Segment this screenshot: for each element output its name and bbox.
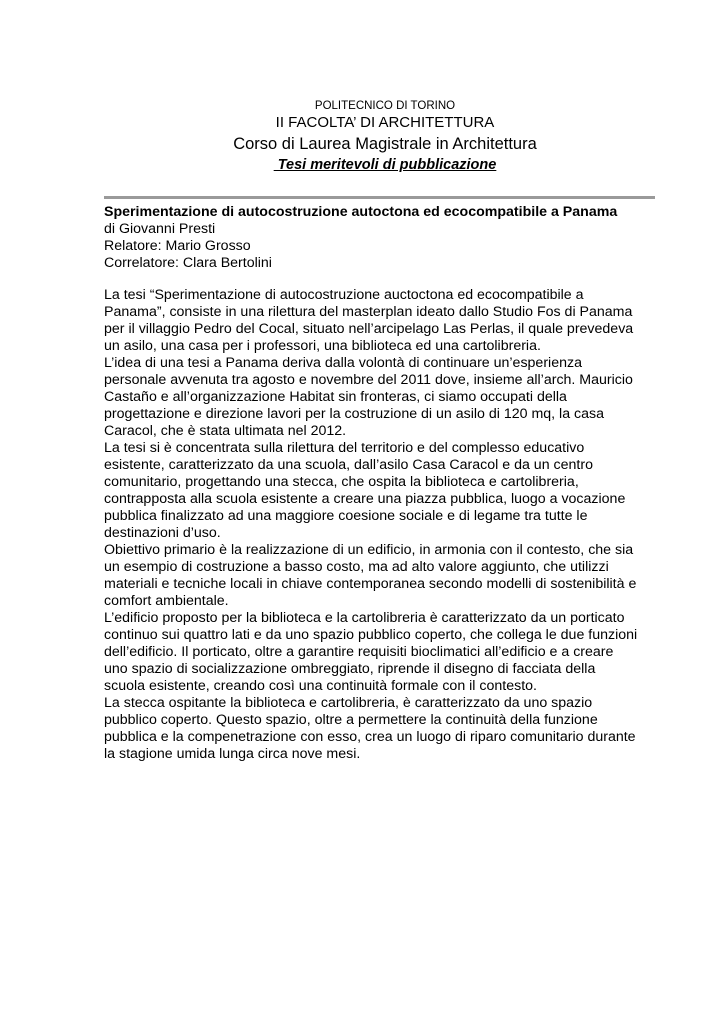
abstract-line: per il villaggio Pedro del Cocal, situato nell’arcipelago Las Perlas, il quale prevedeva xyxy=(104,321,634,337)
abstract-line: Obiettivo primario è la realizzazione di un edificio, in armonia con il contesto, che sia xyxy=(104,542,634,558)
abstract-line: la stagione umida lunga circa nove mesi. xyxy=(104,746,361,762)
abstract-line: uno spazio di socializzazione ombreggiato, riprende il disegno di facciata della xyxy=(104,661,596,677)
abstract-line: pubblico coperto. Questo spazio, oltre a permettere la continuità della funzione xyxy=(104,712,598,728)
abstract-line: progettazione e direzione lavori per la costruzione di un asilo di 120 mq, la casa xyxy=(104,406,605,422)
abstract-line: pubblica finalizzato ad una maggiore coesione sociale e di legame tra tutte le xyxy=(104,508,588,524)
series-title: Tesi meritevoli di pubblicazione xyxy=(273,157,497,173)
thesis-advisor: Relatore: Mario Grosso xyxy=(104,238,251,254)
abstract-line: comunitario, progettando una stecca, che ospita la biblioteca e cartolibreria, xyxy=(104,474,579,490)
abstract-line: personale avvenuta tra agosto e novembre del 2011 dove, insieme all’arch. Mauricio xyxy=(104,372,633,388)
abstract-line: L’idea di una tesi a Panama deriva dalla volontà di continuare un’esperienza xyxy=(104,355,582,371)
abstract-line: La tesi si è concentrata sulla rilettura del territorio e del complesso educativo xyxy=(104,440,585,456)
institution-name: POLITECNICO DI TORINO xyxy=(314,100,456,112)
abstract-line: La stecca ospitante la biblioteca e cartolibreria, è caratterizzato da uno spazio xyxy=(104,695,593,711)
thesis-author: di Giovanni Presti xyxy=(104,221,216,237)
abstract-line: contrapposta alla scuola esistente a creare una piazza pubblica, luogo a vocazione xyxy=(104,491,626,507)
abstract-line: L’edificio proposto per la biblioteca e la cartolibreria è caratterizzato da un porticato xyxy=(104,610,625,626)
abstract-line: continuo sui quattro lati e da uno spazio pubblico coperto, che collega le due funzioni xyxy=(104,627,638,643)
abstract-line: Castaño e all’organizzazione Habitat sin fronteras, ci siamo occupati della xyxy=(104,389,567,405)
course-name: Corso di Laurea Magistrale in Architettura xyxy=(233,135,537,153)
faculty-name: II FACOLTA’ DI ARCHITETTURA xyxy=(275,114,495,131)
abstract-line: esistente, caratterizzato da una scuola, dall’asilo Casa Caracol e da un centro xyxy=(104,457,593,473)
header-divider xyxy=(104,196,655,199)
abstract-line: un asilo, una casa per i professori, una biblioteca ed una cartolibreria. xyxy=(104,338,541,354)
abstract-line: materiali e tecniche locali in chiave contemporanea secondo modelli di sostenibilità e xyxy=(104,576,637,592)
abstract-line: La tesi “Sperimentazione di autocostruzione auctoctona ed ecocompatibile a xyxy=(104,287,584,303)
abstract-line: scuola esistente, creando così una continuità formale con il contesto. xyxy=(104,678,537,694)
thesis-co-advisor: Correlatore: Clara Bertolini xyxy=(104,255,272,271)
abstract-line: pubblica e la compenetrazione con esso, crea un luogo di riparo comunitario durante xyxy=(104,729,636,745)
abstract-line: Caracol, che è stata ultimata nel 2012. xyxy=(104,423,347,439)
document-header xyxy=(0,99,725,175)
abstract-line: comfort ambientale. xyxy=(104,593,229,609)
abstract-line: destinazioni d’uso. xyxy=(104,525,221,541)
abstract-line: dell’edificio. Il porticato, oltre a garantire requisiti bioclimatici all’edificio e a creare xyxy=(104,644,614,660)
thesis-info xyxy=(104,204,664,272)
thesis-abstract xyxy=(104,287,664,763)
abstract-line: un esempio di costruzione a basso costo, ma ad alto valore aggiunto, che utilizzi xyxy=(104,559,609,575)
abstract-line: Panama”, consiste in una rilettura del masterplan ideato dallo Studio Fos di Panama xyxy=(104,304,633,320)
thesis-title: Sperimentazione di autocostruzione autoctona ed ecocompatibile a Panama xyxy=(104,204,618,220)
